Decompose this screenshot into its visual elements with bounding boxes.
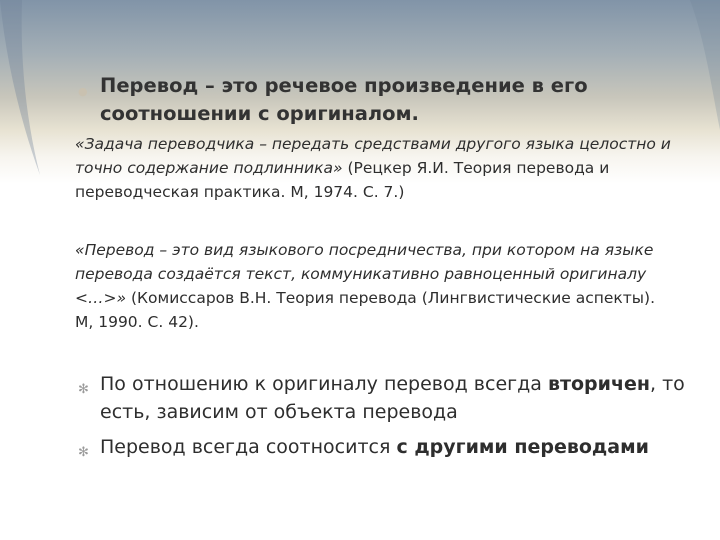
star-bullet-icon: ✻ (78, 445, 89, 460)
quote-retsker-citation: (Рецкер Я.И. Теория перевода и переводческая практика. М, 1974. С. 7.) (75, 159, 610, 201)
bullet-definition (78, 72, 660, 128)
bullet-other-part1: Перевод всегда соотносится (100, 436, 397, 458)
star-bullet-icon: ✻ (78, 382, 89, 397)
bullet-dot-icon: ● (78, 85, 88, 98)
quote-retsker-italic: «Задача переводчика – передать средствами другого языка целостно и точно содержание подлинника» (75, 135, 671, 177)
quote-komissarov-italic: «Перевод – это вид языкового посредничества, при котором на языке перевода создаётся текст, коммуникативно равноценный оригиналу <…>» (75, 241, 654, 307)
quote-komissarov (75, 238, 675, 334)
bullet-secondary-part1: По отношению к оригиналу перевод всегда (100, 373, 548, 395)
quote-komissarov-citation: (Комиссаров В.Н. Теория перевода (Лингвистические аспекты). М, 1990. С. 42). (75, 289, 656, 331)
bullet-other-translations (78, 433, 710, 461)
bullet-definition-text: Перевод – это речевое произведение в его соотношении с оригиналом. (100, 74, 588, 125)
quote-retsker (75, 132, 675, 204)
bullet-secondary (78, 370, 700, 426)
bullet-secondary-bold: вторичен (547, 373, 651, 395)
bullet-secondary-part2: , то есть, зависим от объекта перевода (100, 373, 685, 423)
bullet-other-bold: с другими переводами (396, 436, 649, 458)
